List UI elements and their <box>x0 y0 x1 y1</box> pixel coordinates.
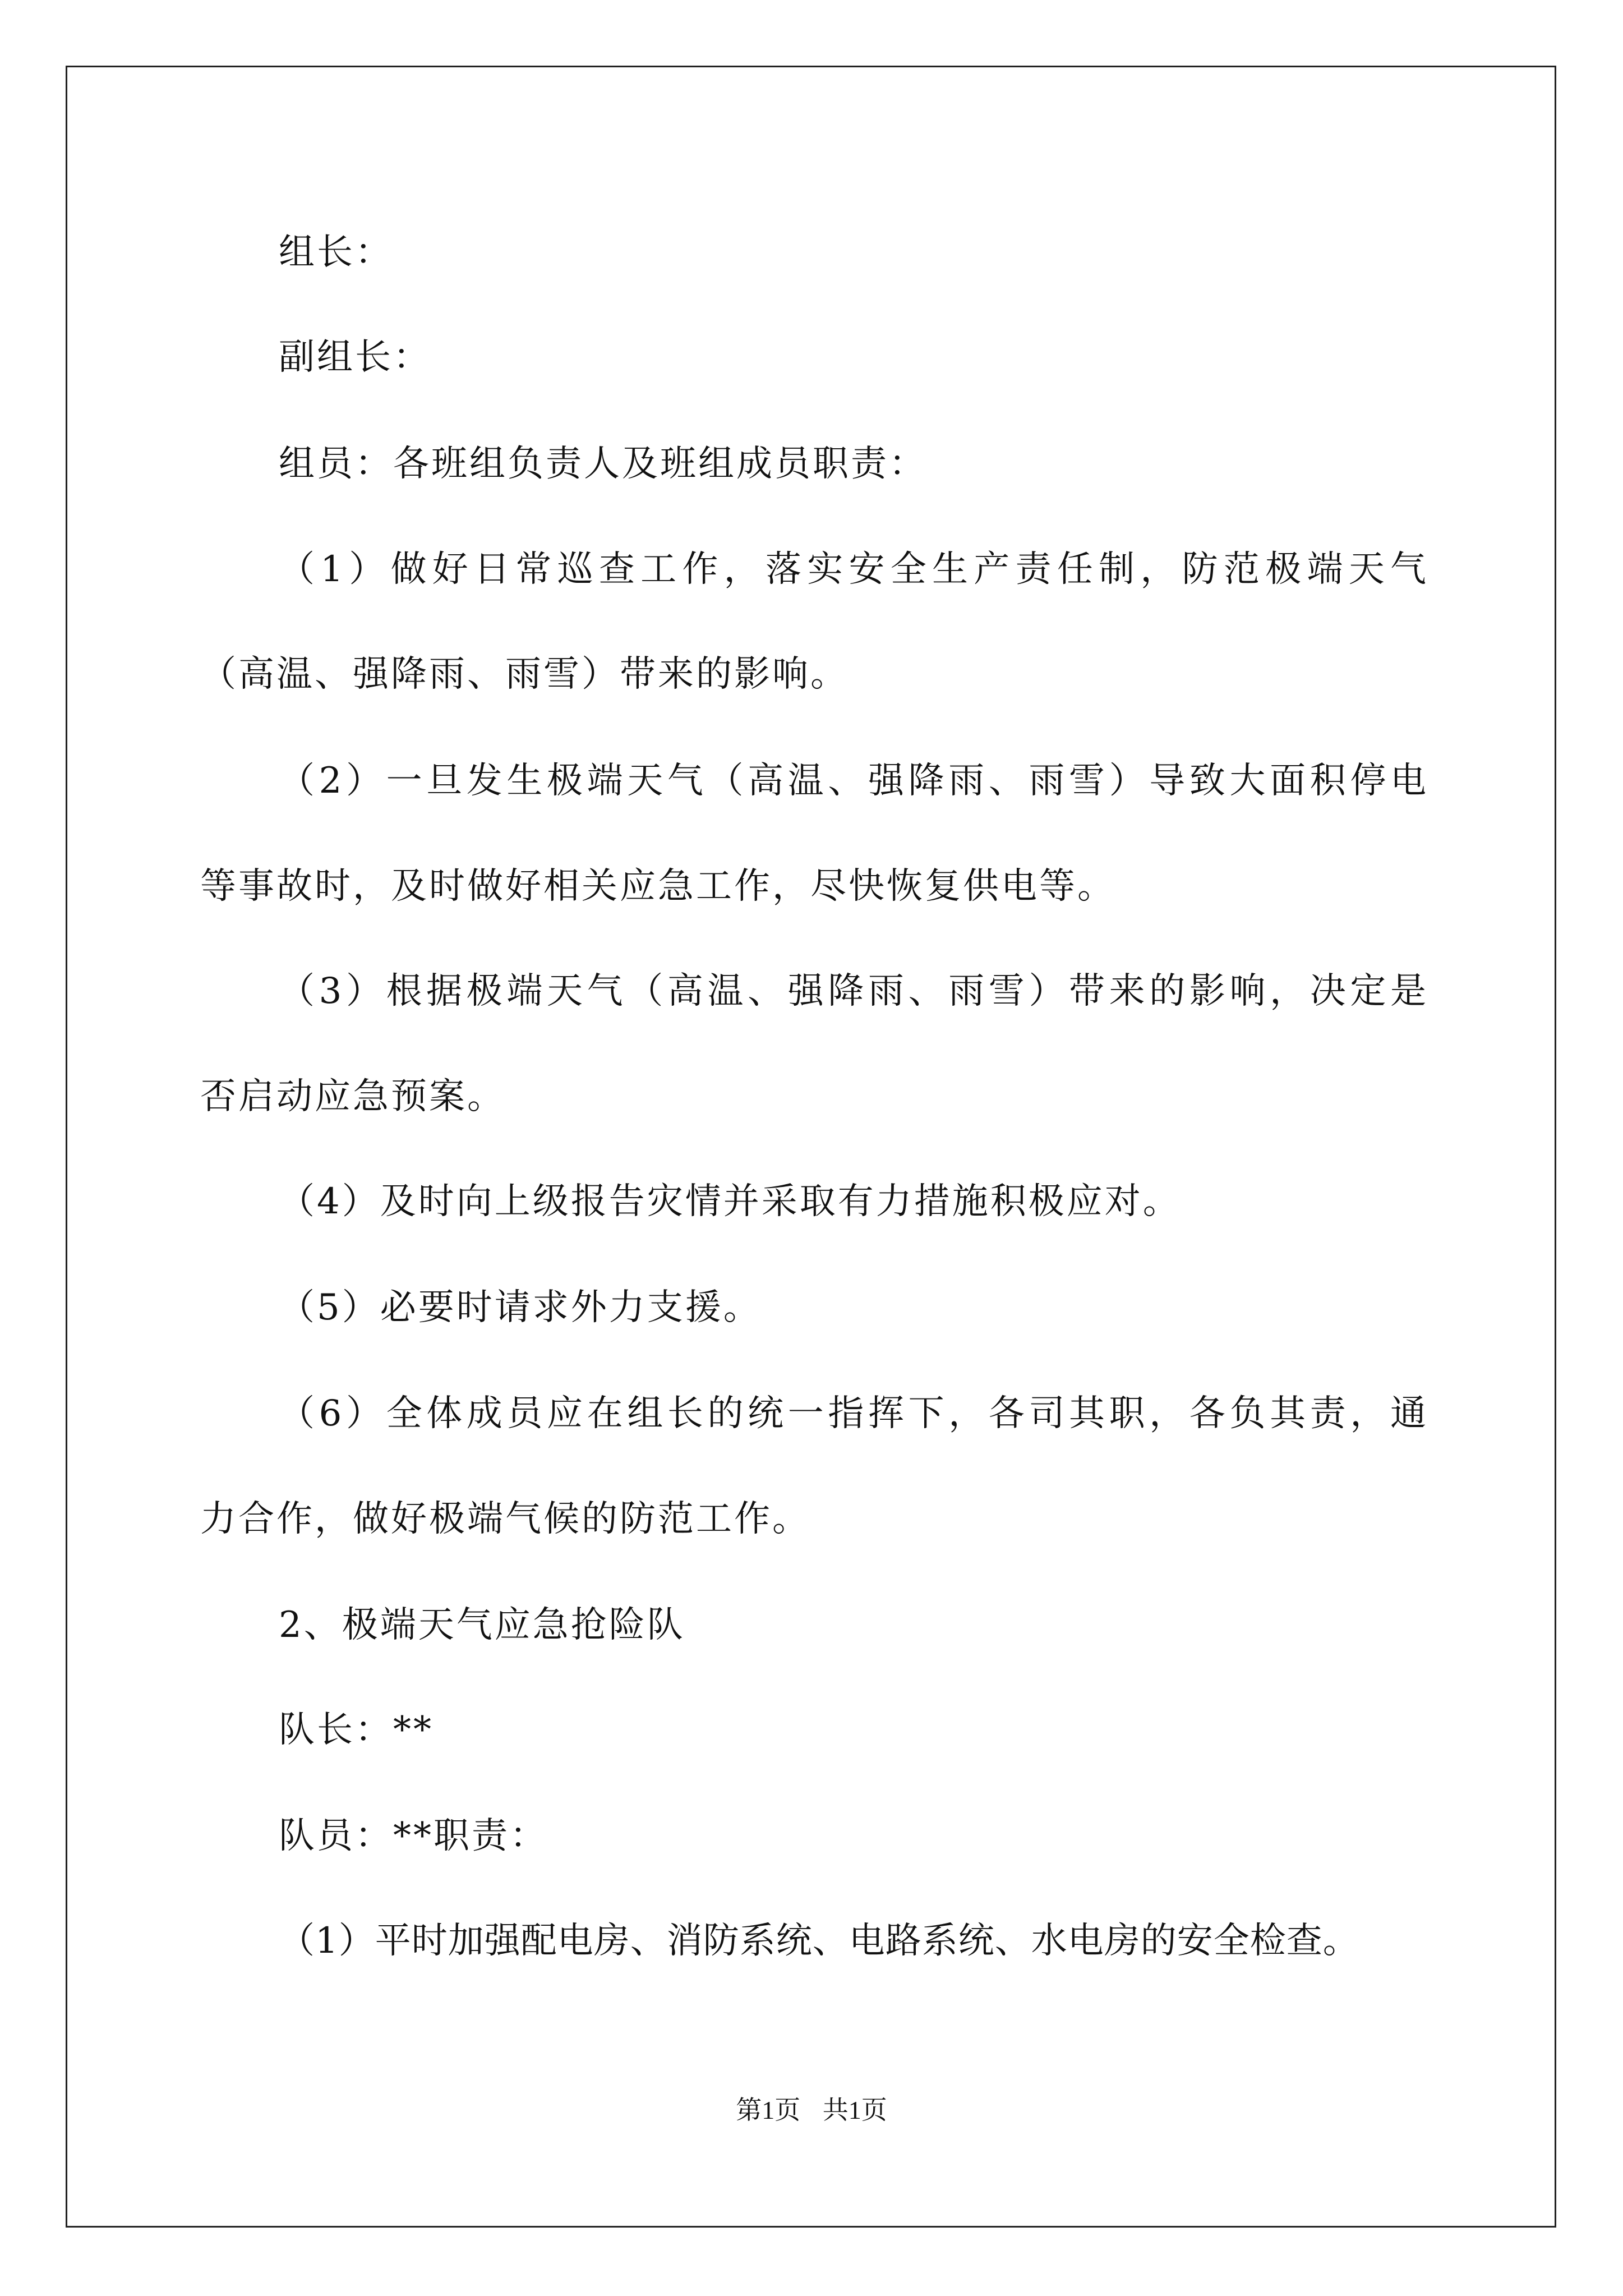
duty-4-line: （4）及时向上级报告灾情并采取有力措施积极应对。 <box>279 1181 1181 1222</box>
team-members-line: 队员：**职责： <box>279 1815 548 1857</box>
duty-1-line-2: （高温、强降雨、雨雪）带来的影响。 <box>200 654 849 695</box>
members-line: 组员：各班组负责人及班组成员职责： <box>279 443 927 485</box>
duty-6-line-1: （6）全体成员应在组长的统一指挥下，各司其职，各负其责，通 <box>279 1393 1428 1434</box>
team-leader-line: 队长：** <box>279 1709 434 1751</box>
page-border <box>66 66 1556 2228</box>
page-number-total: 共1页 <box>822 2096 887 2124</box>
page-number-current: 第1页 <box>736 2096 801 2124</box>
team-duty-1-line: （1）平时加强配电房、消防系统、电路系统、水电房的安全检查。 <box>279 1920 1359 1962</box>
section-2-heading: 2、极端天气应急抢险队 <box>279 1604 685 1646</box>
duty-2-line-1: （2）一旦发生极端天气（高温、强降雨、雨雪）导致大面积停电 <box>279 760 1428 802</box>
leader-line: 组长： <box>279 232 393 273</box>
duty-3-line-2: 否启动应急预案。 <box>200 1076 505 1117</box>
duty-5-line: （5）必要时请求外力支援。 <box>279 1287 762 1328</box>
duty-1-line-1: （1）做好日常巡查工作，落实安全生产责任制，防范极端天气 <box>279 549 1428 590</box>
duty-6-line-2: 力合作，做好极端气候的防范工作。 <box>200 1498 810 1540</box>
vice-leader-line: 副组长： <box>279 337 431 378</box>
page-footer <box>0 2093 1623 2127</box>
duty-3-line-1: （3）根据极端天气（高温、强降雨、雨雪）带来的影响，决定是 <box>279 970 1428 1012</box>
duty-2-line-2: 等事故时，及时做好相关应急工作，尽快恢复供电等。 <box>200 866 1115 907</box>
